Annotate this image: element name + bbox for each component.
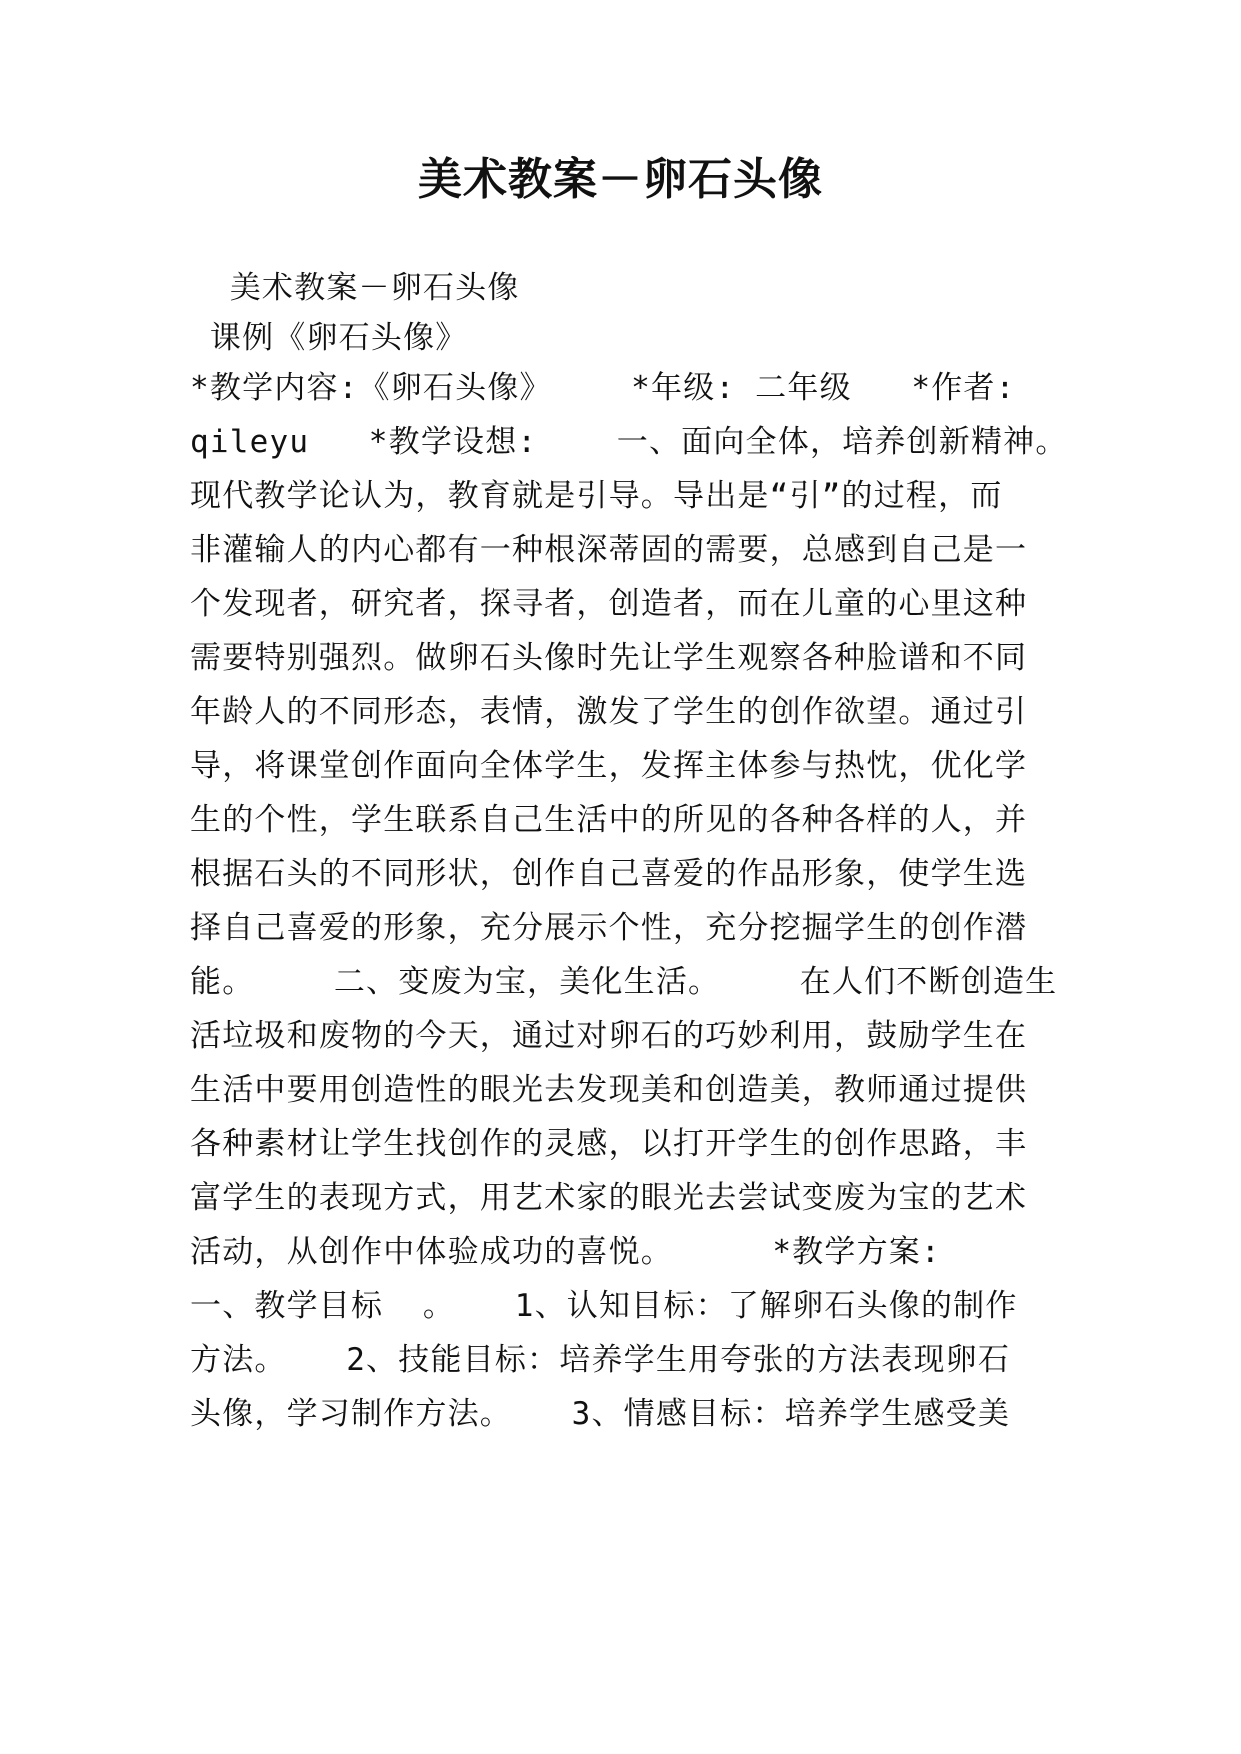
body-line: 需要特别强烈。做卵石头像时先让学生观察各种脸谱和不同 [190, 640, 1028, 676]
body-line: 方法。 2、技能目标：培养学生用夸张的方法表现卵石 [190, 1342, 1011, 1378]
body-line: 课例《卵石头像》 [190, 320, 468, 356]
body-line: 活垃圾和废物的今天，通过对卵石的巧妙利用，鼓励学生在 [190, 1018, 1028, 1054]
body-line: 能。 二、变废为宝，美化生活。 在人们不断创造生 [190, 964, 1058, 1000]
body-line: 美术教案－卵石头像 [190, 270, 520, 306]
body-line: qileyu *教学设想: 一、面向全体，培养创新精神。 [190, 424, 1068, 460]
document-title: 美术教案－卵石头像 [418, 154, 823, 205]
body-line: 非灌输人的内心都有一种根深蒂固的需要，总感到自己是一 [190, 532, 1028, 568]
body-line: 生的个性，学生联系自己生活中的所见的各种各样的人，并 [190, 802, 1028, 838]
body-line: 头像，学习制作方法。 3、情感目标：培养学生感受美 [190, 1396, 1011, 1432]
body-line: 一、教学目标 。 1、认知目标：了解卵石头像的制作 [190, 1288, 1018, 1324]
body-line: *教学内容:《卵石头像》 *年级: 二年级 *作者: [190, 370, 1016, 406]
body-line: 年龄人的不同形态，表情，激发了学生的创作欲望。通过引 [190, 694, 1028, 730]
body-line: 现代教学论认为，教育就是引导。导出是“引”的过程，而 [190, 478, 1003, 514]
body-line: 导，将课堂创作面向全体学生，发挥主体参与热忱，优化学 [190, 748, 1028, 784]
body-line: 富学生的表现方式，用艺术家的眼光去尝试变废为宝的艺术 [190, 1180, 1028, 1216]
body-line: 择自己喜爱的形象，充分展示个性，充分挖掘学生的创作潜 [190, 910, 1028, 946]
body-line: 个发现者，研究者，探寻者，创造者，而在儿童的心里这种 [190, 586, 1028, 622]
body-line: 活动，从创作中体验成功的喜悦。 *教学方案: [190, 1234, 941, 1270]
body-line: 生活中要用创造性的眼光去发现美和创造美，教师通过提供 [190, 1072, 1028, 1108]
body-line: 各种素材让学生找创作的灵感，以打开学生的创作思路，丰 [190, 1126, 1028, 1162]
body-line: 根据石头的不同形状，创作自己喜爱的作品形象，使学生选 [190, 856, 1028, 892]
